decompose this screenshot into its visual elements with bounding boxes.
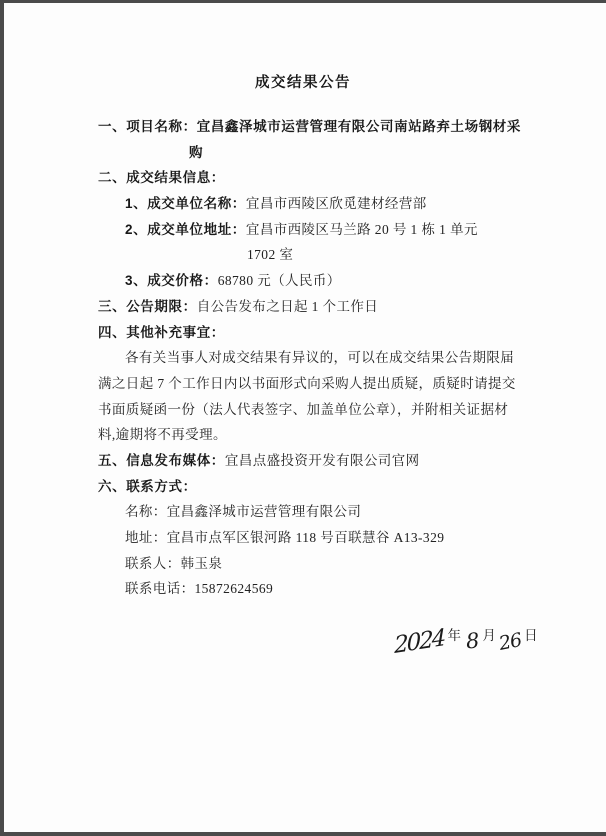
- winner-name-label: 1、成交单位名称：: [125, 196, 246, 212]
- contact-header-label: 六、联系方式：: [98, 478, 197, 494]
- contact-phone-text: 联系电话：15872624569: [125, 581, 274, 597]
- line-contact-name: [125, 499, 568, 525]
- deal-price-value: 68780 元（人民币）: [217, 273, 341, 289]
- supplementary-text-1: 各有关当事人对成交结果有异议的，可以在成交结果公告期限届: [125, 350, 515, 366]
- document-title: 成交结果公告: [255, 75, 351, 91]
- winner-address-value: 宜昌市西陵区马兰路 20 号 1 栋 1 单元: [245, 221, 478, 237]
- publish-media-value: 宜昌点盛投资开发有限公司官网: [224, 452, 420, 468]
- contact-name-text: 名称：宜昌鑫泽城市运营管理有限公司: [125, 504, 362, 520]
- line-publish-media: [98, 448, 568, 474]
- document-body: [98, 114, 568, 602]
- line-winner-address: [125, 217, 568, 243]
- scan-border-top: [0, 0, 606, 3]
- day-unit: 日: [524, 628, 538, 643]
- year-unit: 年: [447, 628, 462, 643]
- line-project-name: [98, 114, 568, 140]
- supplementary-text-3: 书面质疑函一份（法人代表签字、加盖单位公章），并附相关证据材: [98, 401, 509, 417]
- line-project-name-cont: [189, 140, 568, 166]
- handwritten-date: [394, 616, 538, 668]
- supplementary-label: 四、其他补充事宜：: [98, 324, 225, 340]
- project-name-value: 宜昌鑫泽城市运营管理有限公司南站路弃土场钢材采: [196, 119, 522, 134]
- publish-media-label: 五、信息发布媒体：: [98, 452, 225, 468]
- line-supplementary-para-4: [98, 422, 568, 448]
- line-deal-price: [125, 268, 568, 294]
- announcement-period-label: 三、公告期限：: [98, 298, 197, 314]
- line-result-info-header: [98, 165, 568, 191]
- line-supplementary-para-1: [125, 345, 568, 371]
- line-contact-phone: [125, 576, 568, 602]
- line-winner-address-cont: [247, 242, 568, 268]
- line-contact-address: [125, 525, 568, 551]
- contact-person-text: 联系人：韩玉泉: [125, 555, 223, 571]
- winner-name-value: 宜昌市西陵区欣觅建材经营部: [245, 196, 427, 212]
- line-contact-header: [98, 474, 568, 500]
- project-name-label: 一、项目名称：: [98, 119, 197, 134]
- scan-border-left: [0, 0, 4, 836]
- line-contact-person: [125, 551, 568, 577]
- project-name-continuation: 购: [189, 144, 204, 160]
- month-unit: 月: [482, 628, 496, 643]
- supplementary-text-2: 满之日起 7 个工作日内以书面形式向采购人提出质疑，质疑时请提交: [98, 375, 516, 391]
- line-winner-name: [125, 191, 568, 217]
- line-supplementary-para-2: [98, 371, 568, 397]
- deal-price-label: 3、成交价格：: [125, 273, 218, 289]
- handwritten-month: 8: [465, 628, 481, 654]
- winner-address-continuation: 1702 室: [247, 247, 294, 263]
- result-info-label: 二、成交结果信息：: [98, 170, 225, 186]
- line-supplementary-para-3: [98, 397, 568, 423]
- handwritten-day: 26: [497, 629, 524, 655]
- line-supplementary-header: [98, 320, 568, 346]
- contact-address-text: 地址：宜昌市点军区银河路 118 号百联慧谷 A13-329: [125, 530, 445, 545]
- scan-border-bottom: [0, 832, 606, 836]
- handwritten-year: 2024: [394, 624, 445, 660]
- line-announcement-period: [98, 294, 568, 320]
- supplementary-text-4: 料,逾期将不再受理。: [98, 427, 227, 443]
- announcement-period-value: 自公告发布之日起 1 个工作日: [196, 298, 379, 314]
- winner-address-label: 2、成交单位地址：: [125, 221, 246, 237]
